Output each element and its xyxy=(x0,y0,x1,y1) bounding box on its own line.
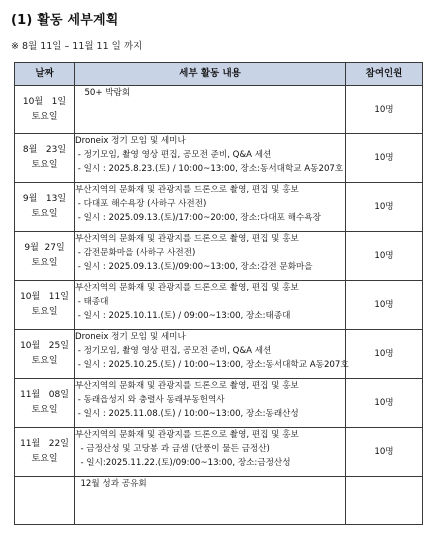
table-row xyxy=(15,86,423,134)
table-row xyxy=(15,428,423,477)
activity-line: - 일시 : 2025.10.11.(토) / 09:00~13:00, 장소:태종대 xyxy=(75,311,291,321)
table-row xyxy=(15,232,423,281)
activity-line: - 일시 : 2025.09.13.(토)/09:00~13:00, 장소:감전 문화마을 xyxy=(75,262,313,272)
count-cell: 10명 xyxy=(346,183,423,232)
activity-line: - 태종대 xyxy=(75,297,109,307)
date-cell xyxy=(15,428,75,477)
activity-cell xyxy=(75,428,346,477)
period-note: ※ 8월 11일 – 11월 11 일 까지 xyxy=(11,41,143,52)
header-date: 날짜 xyxy=(15,63,75,86)
header-activity: 세부 활동 내용 xyxy=(75,63,346,86)
date-text: 10월 11일 xyxy=(20,292,69,302)
activity-cell xyxy=(75,379,346,428)
activity-cell xyxy=(75,183,346,232)
activity-line: 12월 성과 공유회 xyxy=(75,479,147,489)
day-text: 토요일 xyxy=(31,160,58,170)
date-cell xyxy=(15,134,75,183)
activity-plan-table xyxy=(14,62,423,525)
table-row xyxy=(15,379,423,428)
table-row xyxy=(15,183,423,232)
activity-line: - 다대포 해수욕장 (사하구 사전전) xyxy=(75,199,207,209)
date-text: 10월 25일 xyxy=(20,341,69,351)
day-text: 토요일 xyxy=(31,405,58,415)
activity-line: - 일시:2025.11.22.(토)/09:00~13:00, 장소:금정산성 xyxy=(75,458,291,468)
activity-line: - 일시 : 2025.8.23.(토) / 10:00~13:00, 장소:동서대학교 A동207호 xyxy=(75,164,344,174)
count-cell: 10명 xyxy=(346,86,423,134)
table-row xyxy=(15,134,423,183)
date-cell xyxy=(15,232,75,281)
activity-line: Droneix 정기 모임 및 세미나 xyxy=(75,136,186,146)
date-text: 11월 22일 xyxy=(20,439,69,449)
activity-line: - 일시 : 2025.11.08.(토) / 10:00~13:00, 장소:동래산성 xyxy=(75,409,299,419)
activity-cell xyxy=(75,477,346,525)
count-cell xyxy=(346,477,423,525)
activity-line: - 정기모임, 촬영 영상 편집, 공모전 준비, Q&A 세션 xyxy=(75,150,272,160)
activity-line: 부산지역의 문화재 및 관광지를 드론으로 촬영, 편집 및 홍보 xyxy=(75,430,299,440)
date-cell xyxy=(15,281,75,330)
table-header-row xyxy=(15,63,423,86)
date-text: 9월 13일 xyxy=(22,194,67,204)
activity-line: - 정기모임, 촬영 영상 편집, 공모전 준비, Q&A 세션 xyxy=(75,346,272,356)
header-count: 참여인원 xyxy=(346,63,423,86)
count-cell: 10명 xyxy=(346,232,423,281)
day-text: 토요일 xyxy=(31,356,58,366)
date-text: 10월 1일 xyxy=(22,96,67,107)
activity-cell xyxy=(75,330,349,379)
date-cell xyxy=(15,379,75,428)
date-cell xyxy=(15,183,75,232)
activity-line: - 감전문화마을 (사하구 사전전) xyxy=(75,248,196,258)
day-text: 토요일 xyxy=(31,209,58,219)
date-text: 9월 27일 xyxy=(24,243,65,253)
activity-line: 부산지역의 문화재 및 관광지를 드론으로 촬영, 편집 및 홍보 xyxy=(75,283,299,293)
count-cell: 10명 xyxy=(346,330,423,379)
date-text: 8월 23일 xyxy=(22,145,67,155)
activity-line: 부산지역의 문화재 및 관광지를 드론으로 촬영, 편집 및 홍보 xyxy=(75,381,299,391)
table-row xyxy=(15,330,423,379)
count-cell: 10명 xyxy=(346,281,423,330)
day-text: 토요일 xyxy=(31,454,58,464)
date-cell xyxy=(15,86,75,134)
activity-line: Droneix 정기 모임 및 세미나 xyxy=(75,332,186,342)
table-row xyxy=(15,281,423,330)
activity-line: - 일시 : 2025.09.13.(토)/17:00~20:00, 장소:다대포 해수욕장 xyxy=(75,213,321,223)
date-text: 11월 08일 xyxy=(20,390,69,400)
day-text: 토요일 xyxy=(31,307,58,317)
activity-line: - 금정산성 및 고당봉 과 금샘 (단풍이 물든 금정산) xyxy=(75,444,270,454)
activity-cell xyxy=(75,281,346,330)
activity-line: 부산지역의 문화재 및 관광지를 드론으로 촬영, 편집 및 홍보 xyxy=(75,234,299,244)
activity-cell xyxy=(75,86,346,134)
table-row xyxy=(15,477,423,525)
activity-line: 부산지역의 문화재 및 관광지를 드론으로 촬영, 편집 및 홍보 xyxy=(75,185,299,195)
day-text: 토요일 xyxy=(31,258,58,268)
activity-cell xyxy=(75,134,346,183)
date-cell xyxy=(15,330,75,379)
day-text: 토요일 xyxy=(31,111,58,122)
count-cell: 10명 xyxy=(346,379,423,428)
activity-cell xyxy=(75,232,346,281)
activity-line: 50+ 박람회 xyxy=(79,88,131,98)
count-cell: 10명 xyxy=(346,428,423,477)
date-cell xyxy=(15,477,75,525)
count-cell: 10명 xyxy=(346,134,423,183)
activity-line: - 일시 : 2025.10.25.(토) / 10:00~13:00, 장소:동서대학교 A동207호 xyxy=(75,360,349,370)
activity-line: - 동래읍성지 와 충렬사 동래부동헌역사 xyxy=(75,395,225,405)
section-title: (1) 활동 세부계획 xyxy=(11,13,119,28)
